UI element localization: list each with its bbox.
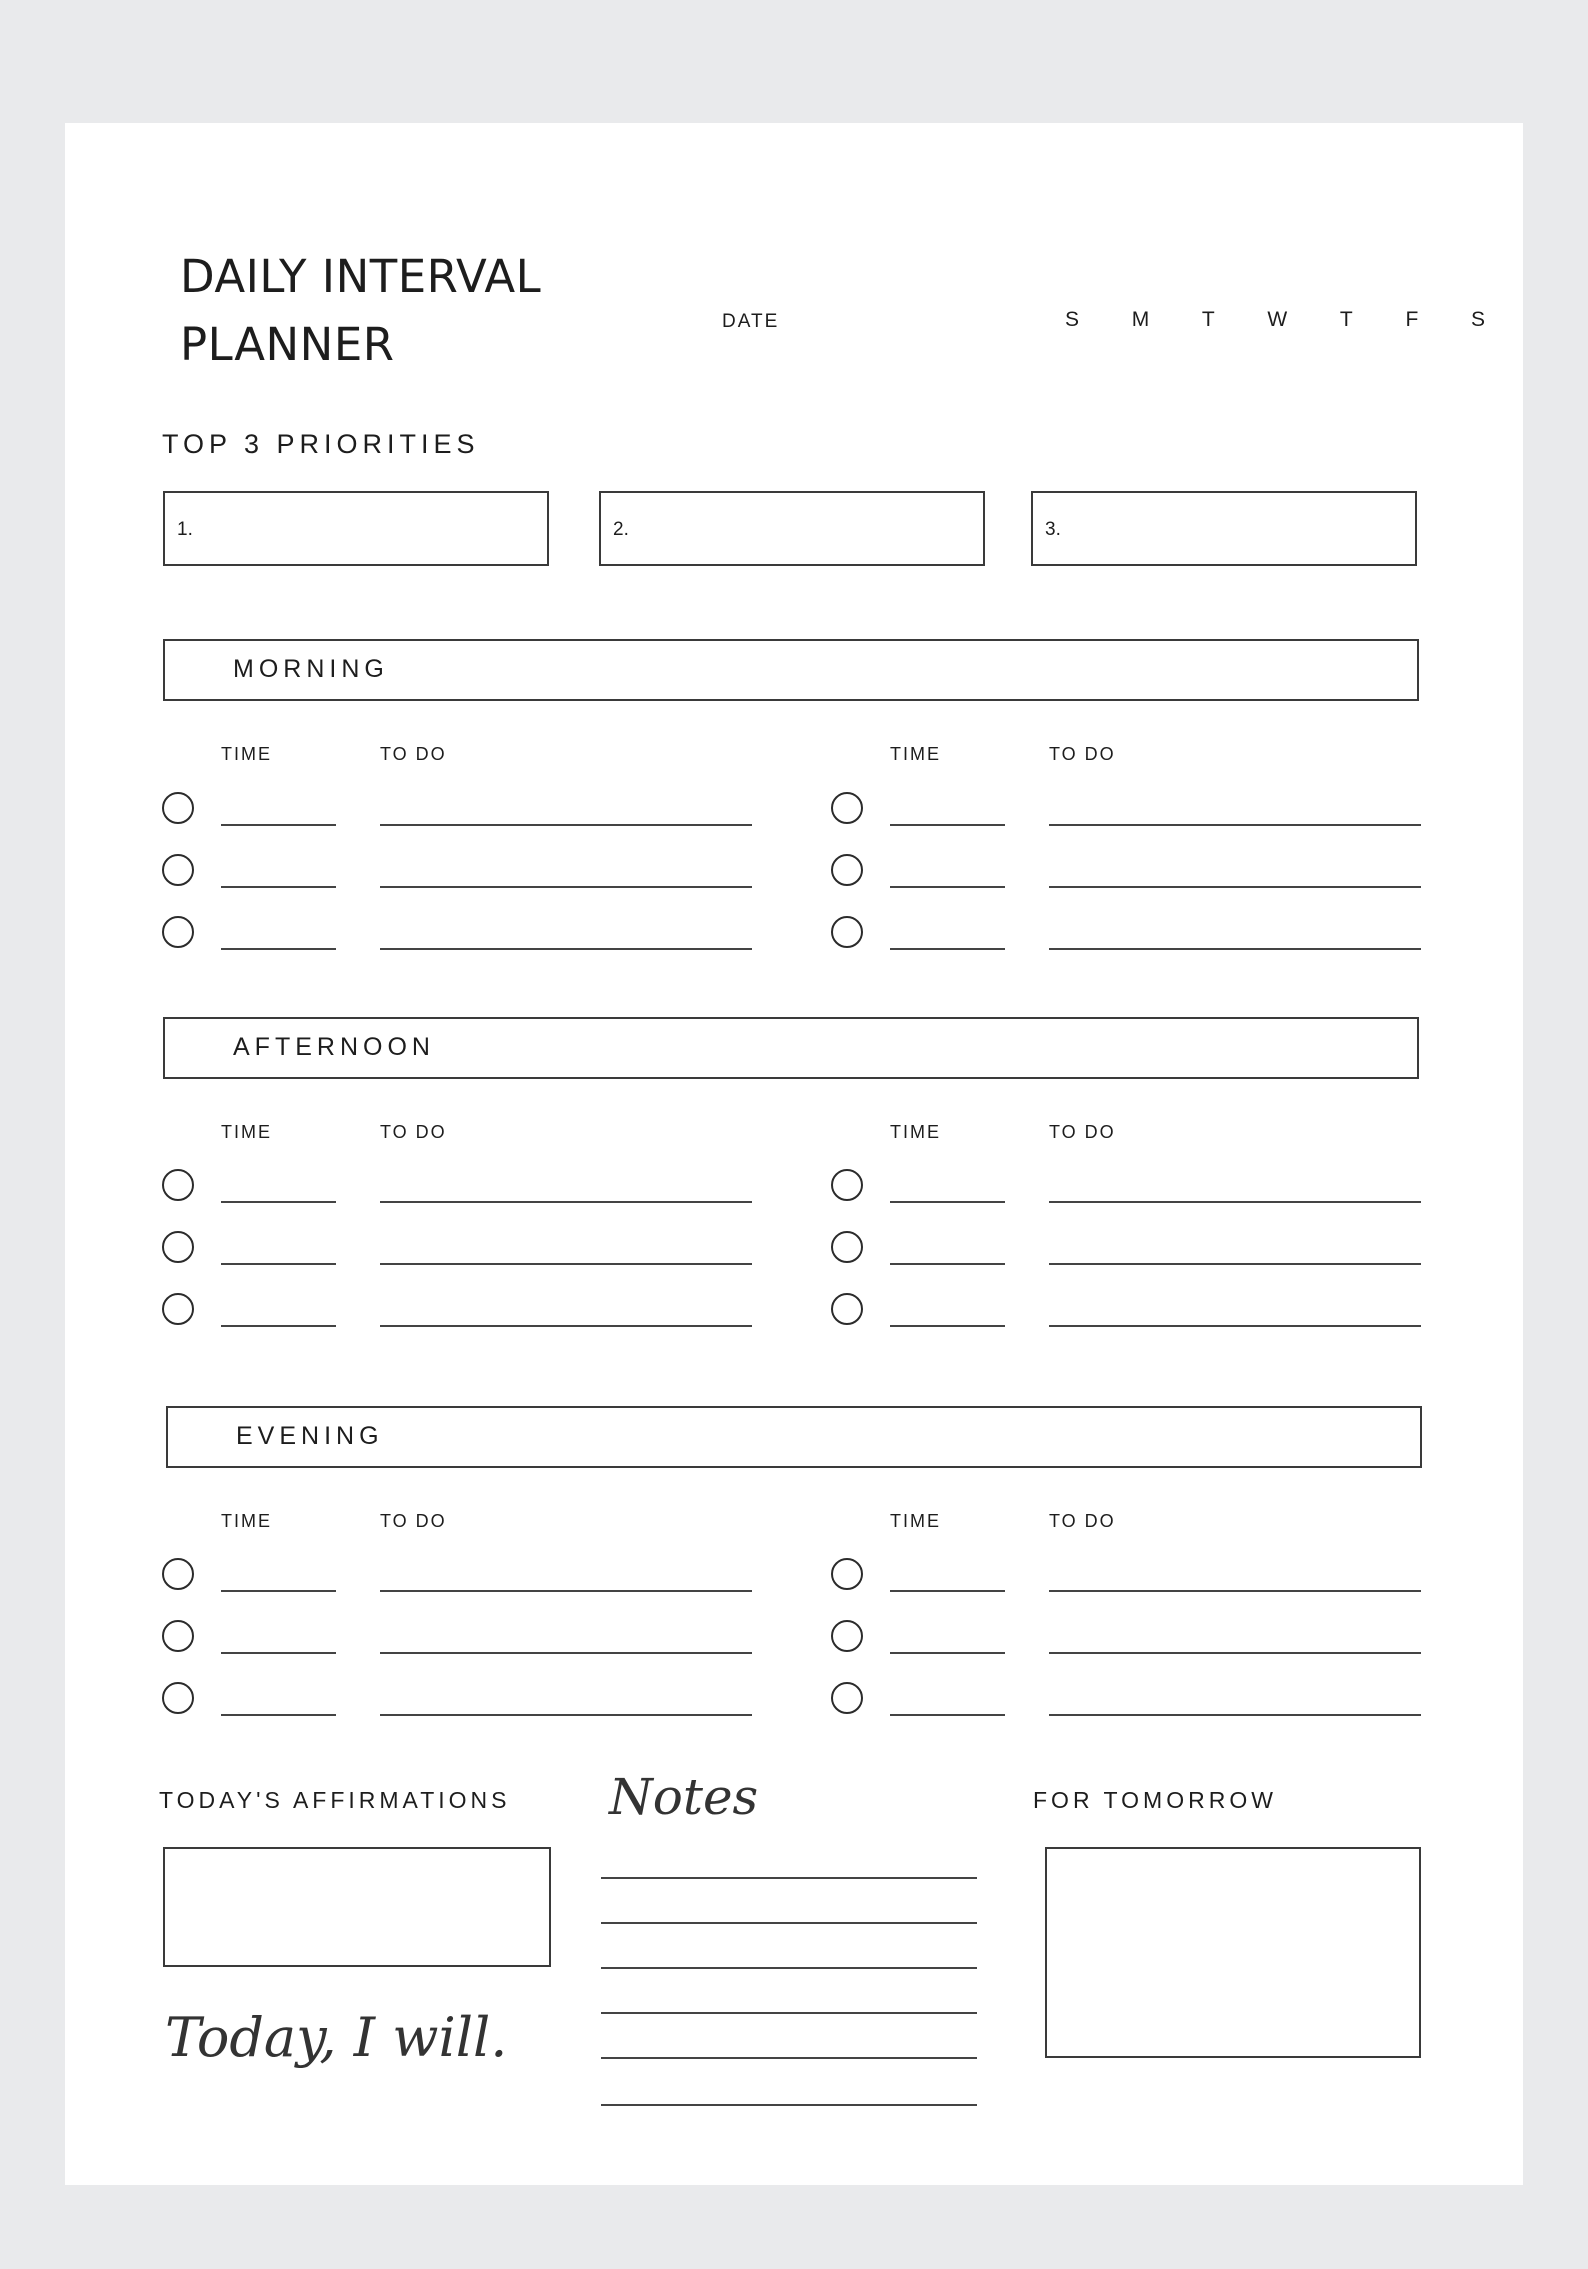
task-checkbox[interactable]	[162, 1558, 194, 1590]
todo-line[interactable]	[1049, 1325, 1421, 1327]
time-line[interactable]	[221, 1714, 336, 1716]
notes-line[interactable]	[601, 1922, 977, 1924]
task-checkbox[interactable]	[831, 1558, 863, 1590]
task-checkbox[interactable]	[831, 1620, 863, 1652]
time-line[interactable]	[221, 1201, 336, 1203]
task-checkbox[interactable]	[162, 916, 194, 948]
task-checkbox[interactable]	[831, 854, 863, 886]
task-checkbox[interactable]	[831, 1169, 863, 1201]
todo-column-header: TO DO	[380, 744, 447, 764]
time-column-header: TIME	[221, 1122, 272, 1142]
todo-line[interactable]	[380, 1652, 752, 1654]
priority-number: 2.	[613, 519, 629, 540]
time-line[interactable]	[221, 948, 336, 950]
priority-number: 1.	[177, 519, 193, 540]
notes-line[interactable]	[601, 1967, 977, 1969]
priority-box-1[interactable]	[163, 491, 549, 566]
time-column-header: TIME	[890, 744, 941, 764]
task-checkbox[interactable]	[831, 916, 863, 948]
todo-line[interactable]	[1049, 824, 1421, 826]
priority-number: 3.	[1045, 519, 1061, 540]
time-line[interactable]	[221, 1590, 336, 1592]
title-line-2: PLANNER	[180, 318, 395, 371]
todo-line[interactable]	[380, 1263, 752, 1265]
todo-line[interactable]	[380, 1201, 752, 1203]
section-evening	[166, 1406, 1422, 1468]
time-line[interactable]	[221, 1325, 336, 1327]
time-column-header: TIME	[221, 744, 272, 764]
task-checkbox[interactable]	[162, 1169, 194, 1201]
affirmations-heading: TODAY'S AFFIRMATIONS	[159, 1787, 511, 1813]
time-line[interactable]	[890, 886, 1005, 888]
todo-line[interactable]	[380, 1714, 752, 1716]
today-i-will-script: Today, I will.	[165, 2006, 508, 2069]
title-line-1: DAILY INTERVAL	[180, 250, 542, 303]
time-line[interactable]	[890, 1201, 1005, 1203]
task-checkbox[interactable]	[162, 1293, 194, 1325]
todo-line[interactable]	[1049, 1263, 1421, 1265]
todo-line[interactable]	[380, 948, 752, 950]
section-afternoon	[163, 1017, 1419, 1079]
time-line[interactable]	[890, 1714, 1005, 1716]
day-tuesday[interactable]: T	[1201, 308, 1215, 331]
task-checkbox[interactable]	[162, 1620, 194, 1652]
priorities-heading: TOP 3 PRIORITIES	[162, 429, 480, 459]
todo-column-header: TO DO	[1049, 1122, 1116, 1142]
todo-column-header: TO DO	[1049, 744, 1116, 764]
todo-line[interactable]	[1049, 1201, 1421, 1203]
time-line[interactable]	[221, 1263, 336, 1265]
todo-line[interactable]	[1049, 886, 1421, 888]
time-column-header: TIME	[221, 1511, 272, 1531]
day-sunday[interactable]: S	[1065, 308, 1080, 331]
todo-line[interactable]	[1049, 1652, 1421, 1654]
day-saturday[interactable]: S	[1470, 308, 1485, 331]
notes-line[interactable]	[601, 2057, 977, 2059]
task-checkbox[interactable]	[831, 1231, 863, 1263]
todo-line[interactable]	[1049, 948, 1421, 950]
planner-page	[65, 123, 1523, 2185]
task-checkbox[interactable]	[162, 792, 194, 824]
time-line[interactable]	[221, 886, 336, 888]
day-wednesday[interactable]: W	[1267, 308, 1288, 331]
time-line[interactable]	[221, 824, 336, 826]
task-checkbox[interactable]	[162, 1682, 194, 1714]
todo-line[interactable]	[380, 1325, 752, 1327]
time-line[interactable]	[890, 1263, 1005, 1265]
weekday-selector	[1065, 308, 1485, 332]
notes-line[interactable]	[601, 2104, 977, 2106]
day-friday[interactable]: F	[1405, 308, 1419, 331]
time-line[interactable]	[221, 1652, 336, 1654]
section-label: AFTERNOON	[233, 1033, 435, 1061]
section-label: MORNING	[233, 655, 389, 683]
time-line[interactable]	[890, 824, 1005, 826]
time-line[interactable]	[890, 1590, 1005, 1592]
todo-line[interactable]	[1049, 1714, 1421, 1716]
day-thursday[interactable]: T	[1339, 308, 1353, 331]
todo-column-header: TO DO	[380, 1511, 447, 1531]
section-label: EVENING	[236, 1422, 384, 1450]
notes-line[interactable]	[601, 1877, 977, 1879]
priority-box-2[interactable]	[599, 491, 985, 566]
section-morning	[163, 639, 1419, 701]
priority-box-3[interactable]	[1031, 491, 1417, 566]
affirmations-box[interactable]	[163, 1847, 551, 1967]
task-checkbox[interactable]	[162, 854, 194, 886]
tomorrow-box[interactable]	[1045, 1847, 1421, 2058]
task-checkbox[interactable]	[831, 1293, 863, 1325]
notes-heading: Notes	[609, 1768, 759, 1826]
todo-line[interactable]	[380, 886, 752, 888]
time-line[interactable]	[890, 948, 1005, 950]
day-monday[interactable]: M	[1131, 308, 1150, 331]
todo-line[interactable]	[380, 1590, 752, 1592]
task-checkbox[interactable]	[831, 1682, 863, 1714]
time-column-header: TIME	[890, 1122, 941, 1142]
time-line[interactable]	[890, 1652, 1005, 1654]
task-checkbox[interactable]	[831, 792, 863, 824]
time-line[interactable]	[890, 1325, 1005, 1327]
todo-line[interactable]	[380, 824, 752, 826]
notes-line[interactable]	[601, 2012, 977, 2014]
todo-line[interactable]	[1049, 1590, 1421, 1592]
todo-column-header: TO DO	[1049, 1511, 1116, 1531]
time-column-header: TIME	[890, 1511, 941, 1531]
todo-column-header: TO DO	[380, 1122, 447, 1142]
task-checkbox[interactable]	[162, 1231, 194, 1263]
tomorrow-heading: FOR TOMORROW	[1033, 1787, 1277, 1813]
date-label: DATE	[722, 311, 780, 332]
page-title	[180, 243, 541, 379]
